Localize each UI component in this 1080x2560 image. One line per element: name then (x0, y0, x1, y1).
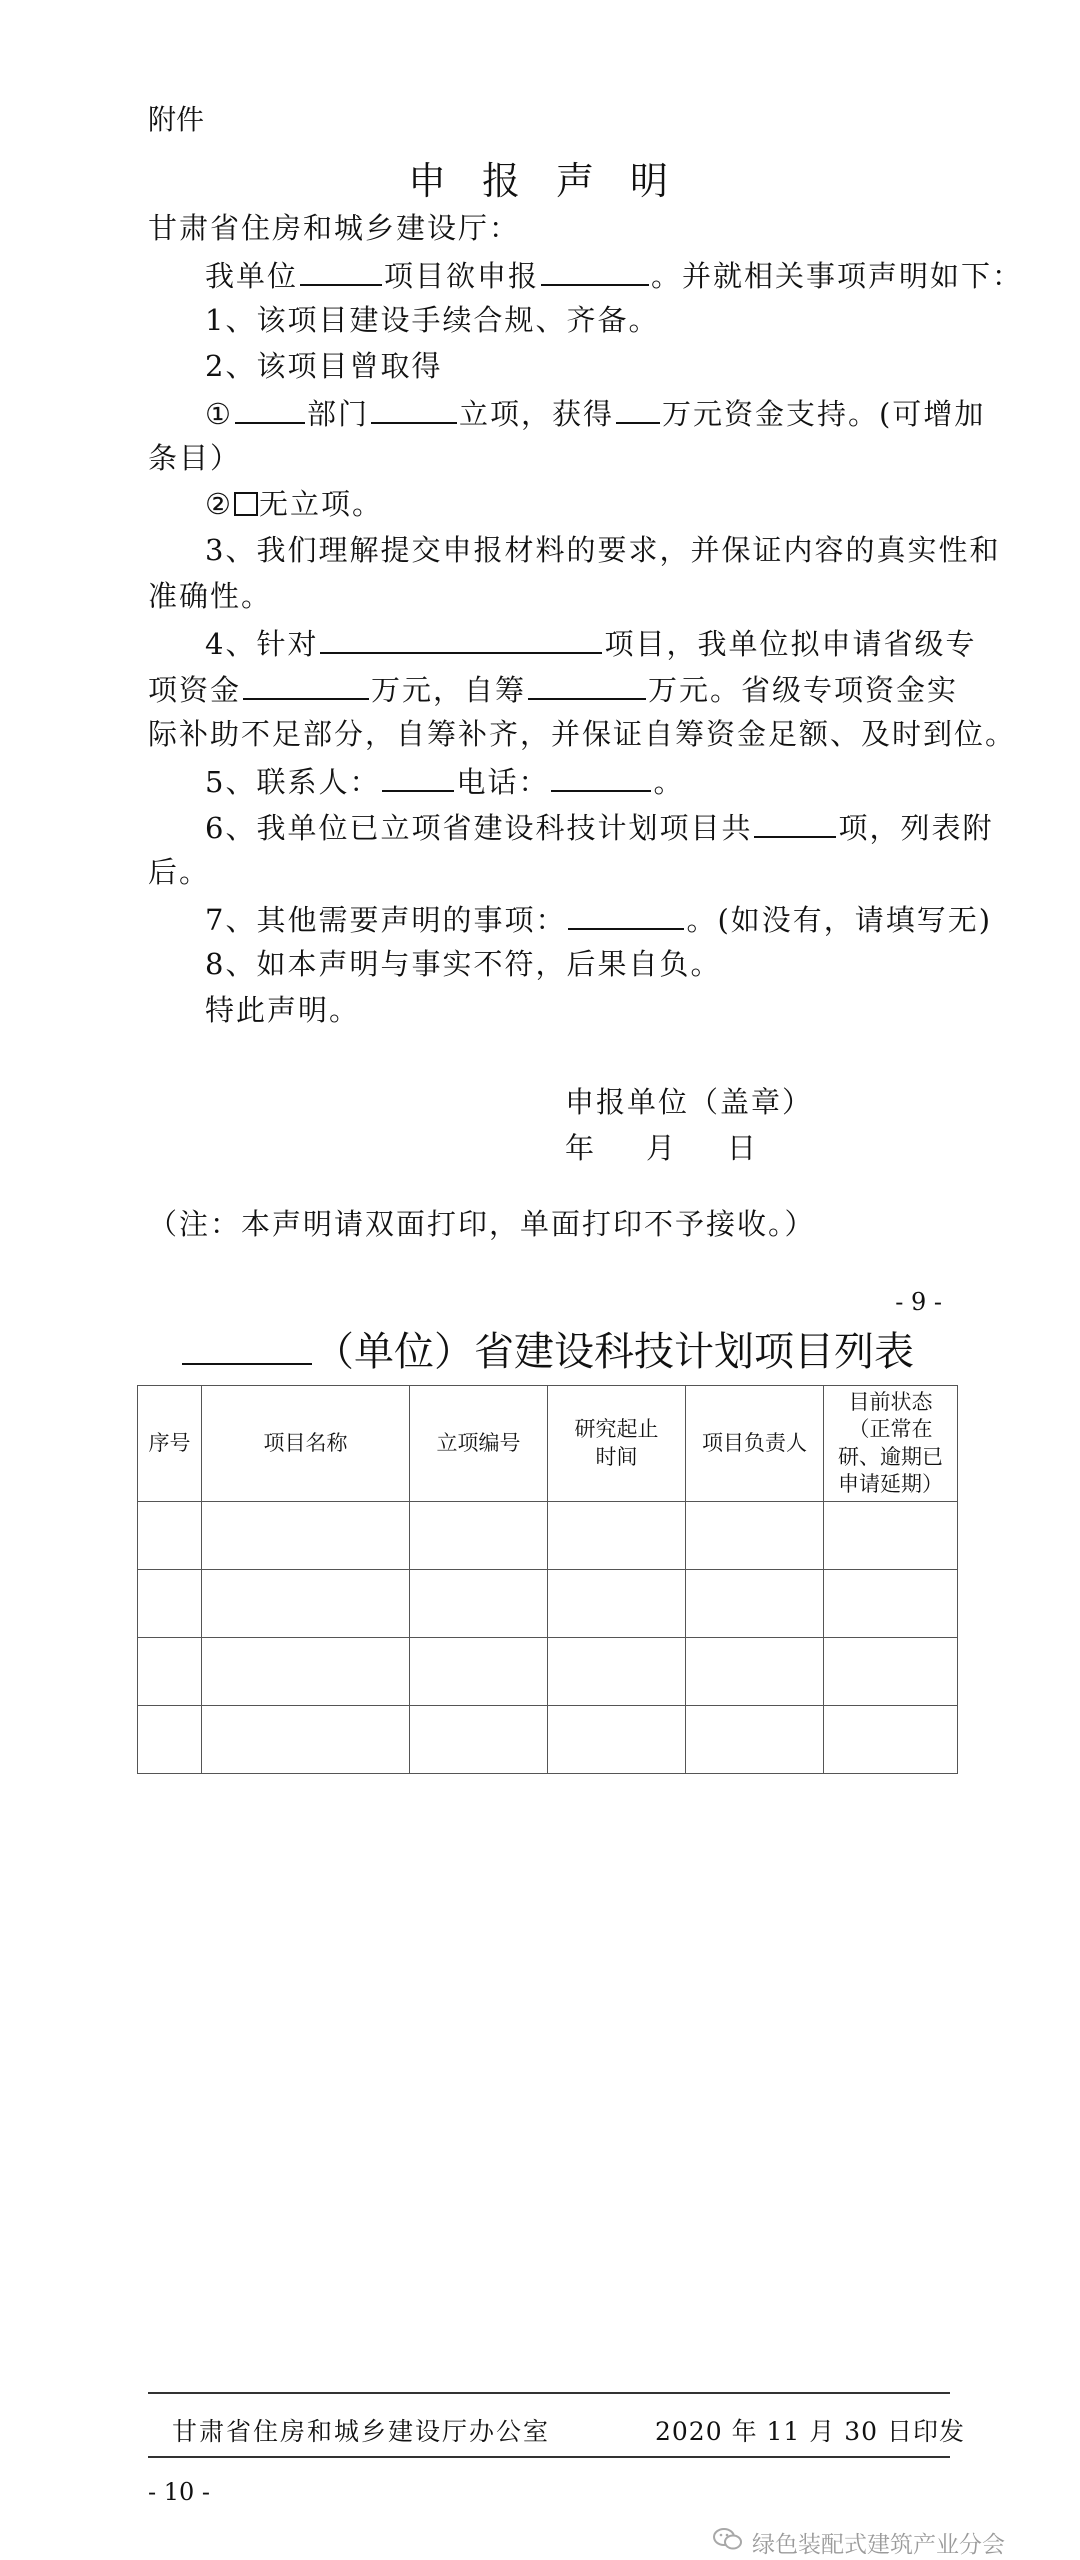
unit-name-blank (182, 1329, 312, 1365)
table-cell (138, 1638, 202, 1706)
header-approval-number: 立项编号 (410, 1386, 548, 1502)
closing: 特此声明。 (205, 993, 361, 1027)
table-cell (410, 1502, 548, 1570)
table-cell (202, 1570, 410, 1638)
table-cell (824, 1706, 958, 1774)
table-cell (410, 1570, 548, 1638)
footer-top-rule (148, 2392, 950, 2394)
table-row (138, 1570, 958, 1638)
header-current-status: 目前状态 （正常在 研、逾期已 申请延期） (824, 1386, 958, 1502)
footer-bottom-rule (148, 2456, 950, 2458)
table-cell (548, 1638, 686, 1706)
table-cell (138, 1706, 202, 1774)
table-cell (824, 1502, 958, 1570)
intro-line: 我单位 项目欲申报 。并就相关事项声明如下： (205, 259, 1024, 293)
table-cell (548, 1502, 686, 1570)
unit-blank (300, 260, 382, 286)
item-8: 8、如本声明与事实不符，后果自负。 (205, 947, 722, 981)
item-4-line-1: 4、针对 项目，我单位拟申请省级专 (205, 627, 977, 661)
table-cell (824, 1570, 958, 1638)
table-cell (202, 1638, 410, 1706)
page-number-10: - 10 - (148, 2478, 211, 2506)
table-header-row (138, 1386, 958, 1502)
item-6-line-2: 后。 (148, 855, 211, 889)
item-3-line-1: 3、我们理解提交申报材料的要求，并保证内容的真实性和 (205, 533, 1001, 567)
project-list-table (137, 1385, 958, 1774)
table-cell (686, 1638, 824, 1706)
item-7: 7、其他需要声明的事项： 。(如没有，请填写无) (205, 903, 993, 937)
table-cell (548, 1706, 686, 1774)
table-row (138, 1638, 958, 1706)
table-cell (410, 1706, 548, 1774)
item-2-option-1-cont: 条目） (148, 441, 242, 475)
table-row (138, 1502, 958, 1570)
table-cell (686, 1706, 824, 1774)
checkbox-icon (234, 492, 258, 516)
item-1: 1、该项目建设手续合规、齐备。 (205, 303, 660, 337)
table-cell (202, 1502, 410, 1570)
declaration-title: 申报声明 (408, 159, 705, 203)
item-6-line-1: 6、我单位已立项省建设科技计划项目共 项，列表附 (205, 811, 994, 845)
page-number: - 9 - (895, 1288, 942, 1316)
item-4-line-2: 项资金 万元，自筹 万元。省级专项资金实 (148, 673, 959, 707)
item-3-line-2: 准确性。 (148, 579, 273, 613)
item-5: 5、联系人： 电话： 。 (205, 765, 685, 799)
table-body (138, 1502, 958, 1774)
table-row (138, 1706, 958, 1774)
item-2-option-2: ② 无立项。 (205, 487, 384, 521)
project-blank (541, 260, 649, 286)
wechat-icon (712, 2526, 744, 2552)
table-cell (202, 1706, 410, 1774)
header-index: 序号 (138, 1386, 202, 1502)
watermark-text: 绿色装配式建筑产业分会 (752, 2532, 1005, 2558)
header-project-name: 项目名称 (202, 1386, 410, 1502)
table-title: （单位）省建设科技计划项目列表 (180, 1320, 914, 1377)
signature-date: 年 月 日 (565, 1131, 759, 1165)
table-cell (824, 1638, 958, 1706)
item-4-line-3: 际补助不足部分，自筹补齐，并保证自筹资金足额、及时到位。 (148, 717, 1017, 751)
header-project-leader: 项目负责人 (686, 1386, 824, 1502)
table-cell (686, 1502, 824, 1570)
item-2-option-1: ① 部门 立项，获得 万元资金支持。(可增加 (205, 397, 986, 431)
table-cell (138, 1570, 202, 1638)
table-cell (138, 1502, 202, 1570)
item-2: 2、该项目曾取得 (205, 349, 443, 383)
table-cell (410, 1638, 548, 1706)
print-note: （注：本声明请双面打印，单面打印不予接收。） (148, 1207, 816, 1241)
attachment-label: 附件 (148, 103, 205, 136)
issuer: 甘肃省住房和城乡建设厅办公室 (172, 2417, 551, 2446)
signature-unit: 申报单位（盖章） (565, 1085, 814, 1119)
issue-date: 2020 年 11 月 30 日印发 (655, 2417, 965, 2446)
addressee: 甘肃省住房和城乡建设厅： (148, 211, 521, 245)
table-cell (548, 1570, 686, 1638)
table-cell (686, 1570, 824, 1638)
header-research-period: 研究起止 时间 (548, 1386, 686, 1502)
